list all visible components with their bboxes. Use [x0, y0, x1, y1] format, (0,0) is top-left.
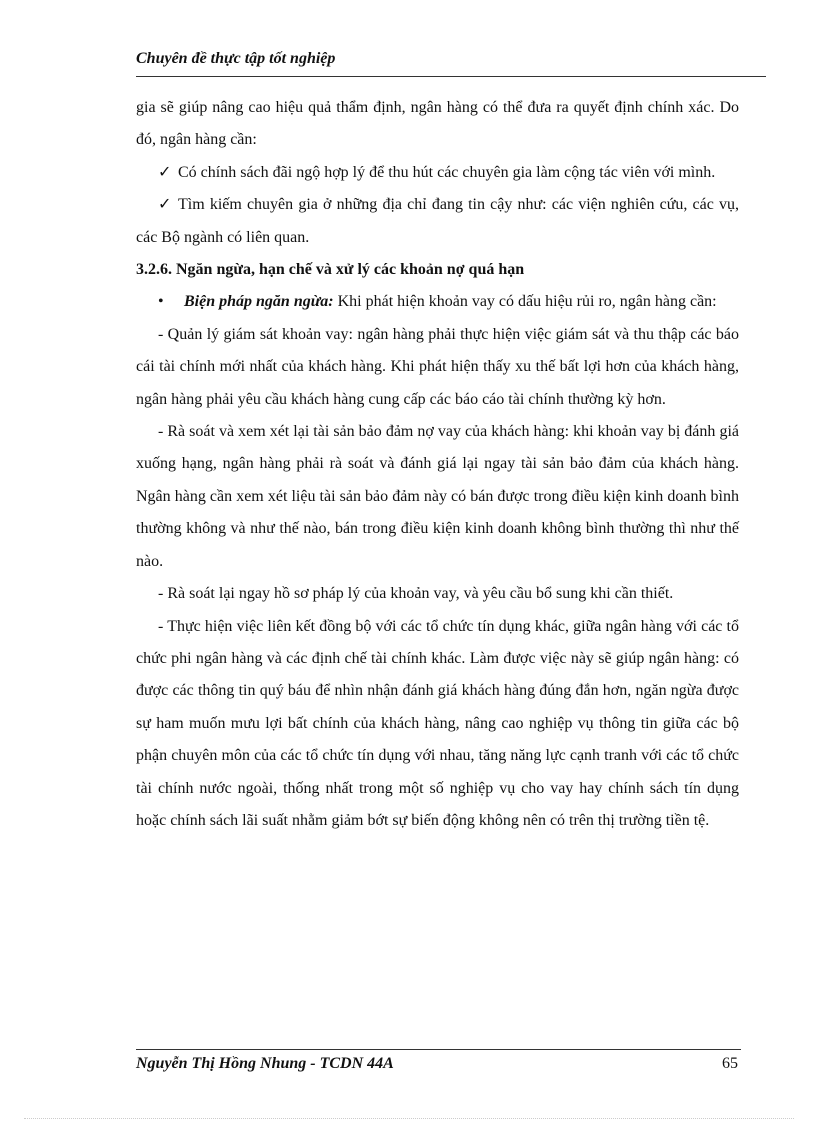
header-divider [136, 76, 766, 77]
document-body [136, 92, 739, 837]
section-heading: 3.2.6. Ngăn ngừa, hạn chế và xử lý các khoản nợ quá hạn [136, 261, 525, 279]
checklist-item-text: Có chính sách đãi ngộ hợp lý để thu hút các chuyên gia làm cộng tác viên với mình. [178, 163, 716, 181]
bullet-text: Khi phát hiện khoản vay có dấu hiệu rủi ro, ngân hàng cần: [333, 293, 717, 311]
bullet-paragraph [136, 286, 739, 318]
check-icon: ✓ [158, 163, 172, 181]
check-icon: ✓ [158, 196, 172, 214]
page-header-title: Chuyên đề thực tập tốt nghiệp [136, 50, 336, 67]
checklist-item [136, 189, 739, 254]
bullet-icon: • [158, 293, 164, 311]
body-paragraph: - Rà soát và xem xét lại tài sản bảo đảm nợ vay của khách hàng: khi khoản vay bị đánh giá xuống hạng, ngân hàng phải rà soát và đánh giá lại ngay tài sản bảo đảm của khách hàng. Ngân hàng cần xem xét liệu tài sản bảo đảm này có bán được trong điều kiện kinh doanh bình thường không và như thế nào, bán trong điều kiện kinh doanh không bình thường thì như thế nào. [136, 423, 739, 570]
footer-divider [136, 1049, 741, 1050]
body-paragraph: - Thực hiện việc liên kết đồng bộ với các tổ chức tín dụng khác, giữa ngân hàng với các tổ chức phi ngân hàng và các định chế tài chính khác. Làm được việc này sẽ giúp ngân hàng: có được các thông tin quý báu để nhìn nhận đánh giá khách hàng đúng đắn hơn, ngăn ngừa được sự ham muốn mưu lợi bất chính của khách hàng, nâng cao nghiệp vụ thông tin giữa các bộ phận chuyên môn của các tổ chức tín dụng với nhau, tăng năng lực cạnh tranh với các tổ chức tài chính nước ngoài, thống nhất trong một số nghiệp vụ cho vay hay chính sách tín dụng hoặc chính sách lãi suất nhằm giảm bớt sự biến động không nên có trên thị trường tiền tệ. [136, 617, 739, 829]
page-number: 65 [722, 1055, 738, 1072]
checklist-item-text: Tìm kiếm chuyên gia ở những địa chỉ đang tin cậy như: các viện nghiên cứu, các vụ, các Bộ ngành có liên quan. [136, 196, 739, 246]
checklist-item [136, 157, 739, 189]
body-paragraph: - Rà soát lại ngay hồ sơ pháp lý của khoản vay, và yêu cầu bổ sung khi cần thiết. [158, 585, 674, 603]
intro-paragraph: gia sẽ giúp nâng cao hiệu quả thẩm định, ngân hàng có thể đưa ra quyết định chính xác. Do đó, ngân hàng cần: [136, 99, 739, 149]
footer-author: Nguyễn Thị Hồng Nhung - TCDN 44A [136, 1055, 394, 1072]
bullet-title: Biện pháp ngăn ngừa: [184, 293, 334, 311]
body-paragraph: - Quản lý giám sát khoản vay: ngân hàng phải thực hiện việc giám sát và thu thập các báo cái tài chính mới nhất của khách hàng. Khi phát hiện thấy xu thế bất lợi hơn của khách hàng, ngân hàng phải yêu cầu khách hàng cung cấp các báo cáo tài chính thường kỳ hơn. [136, 325, 739, 408]
page-edge [24, 1118, 794, 1119]
